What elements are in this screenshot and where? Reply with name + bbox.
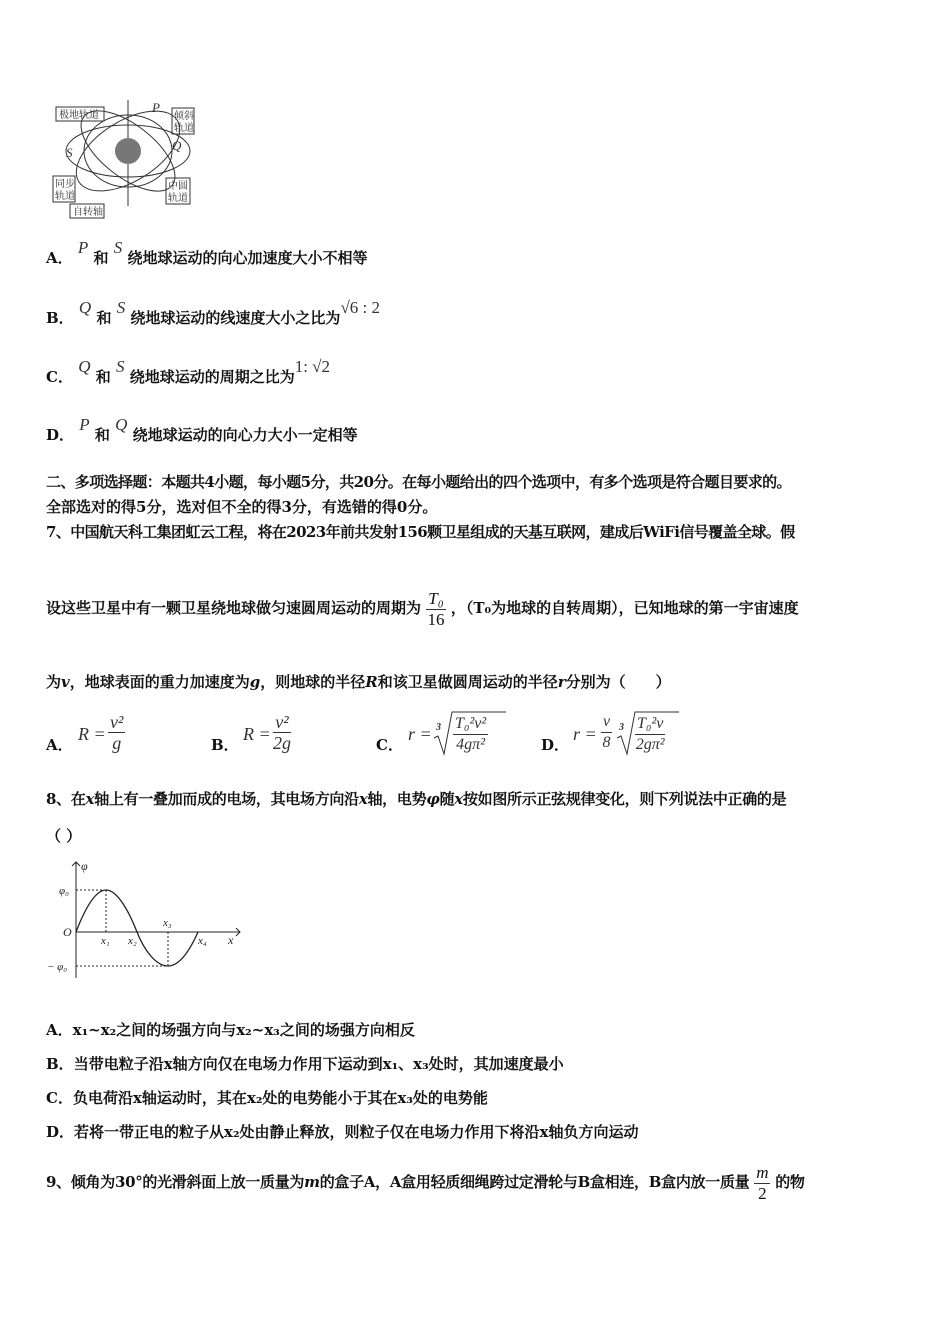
orbit-label-p: P — [152, 100, 160, 115]
graph-phi0: φ₀ — [59, 885, 69, 897]
q7-line3: 为v，地球表面的重力加速度为g，则地球的半径R和该卫星做圆周运动的半径r分别为（ ） — [46, 673, 671, 691]
q7-line1: 7、中国航天科工集团虹云工程，将在2023年前共发射156颗卫星组成的天基互联网，建成后WiFi信号覆盖全球。假 — [46, 523, 795, 541]
orbit-label-s: S — [66, 145, 73, 160]
graph-x3: x₃ — [163, 917, 172, 929]
q8-line1: 8、在x轴上有一叠加而成的电场，其电场方向沿x轴，电势φ随x按如图所示正弦规律变化，则下列说法中正确的是 — [46, 790, 787, 808]
svg-text:3: 3 — [619, 722, 624, 733]
q9-mass-numerator: m — [756, 1162, 769, 1182]
q6-option-b: B． Q 和 S 绕地球运动的线速度大小之比为√6 : 2 — [46, 298, 380, 327]
graph-x1: x₁ — [101, 935, 110, 947]
q6-option-d: D． P 和 Q 绕地球运动的向心力大小一定相等 — [46, 415, 358, 444]
q8-option-b: B．当带电粒子沿x轴方向仅在电场力作用下运动到x₁、x₃处时，其加速度最小 — [46, 1055, 564, 1073]
graph-x4: x₄ — [198, 935, 207, 947]
section2-line2: 全部选对的得5分，选对但不全的得3分，有选错的得0分。 — [46, 498, 438, 516]
orbit-label-sync: 同步 — [55, 179, 75, 190]
graph-x-axis: x — [228, 933, 234, 947]
orbit-label-sync-2: 轨道 — [55, 191, 75, 202]
graph-origin: O — [63, 925, 72, 939]
q7-option-a: A． R = $\frac{\text{v²}}{g}$ — [46, 712, 124, 754]
orbit-label-incline-2: 轨道 — [174, 123, 194, 134]
q7-option-d: D． r = $\frac{v}{8}$ 3 $\frac{\text{T₀²v}}{\text{2gπ²}}$ — [541, 712, 569, 733]
q8-option-a: A．x₁~x₂之间的场强方向与x₂~x₃之间的场强方向相反 — [46, 1021, 415, 1039]
q7-option-c: C． r = 3 $\frac{\text{T₀²v²}}{\text{4gπ²}}$ — [376, 712, 403, 733]
orbit-label-q: Q — [172, 138, 182, 153]
q9-line1: 9、倾角为30°的光滑斜面上放一质量为m的盒子A，A盒用轻质细绳跨过定滑轮与B盒相连，B盒内放一质量 $\frac{m}{2}$ 的物 — [46, 1162, 805, 1203]
graph-neg-phi0: − φ₀ — [47, 961, 68, 973]
potential-graph — [46, 856, 246, 986]
q7-option-b: B． R = $\frac{\text{v²}}{2g}$ — [211, 712, 291, 754]
q8-option-d: D．若将一带正电的粒子从x₂处由静止释放，则粒子仅在电场力作用下将沿x轴负方向运动 — [46, 1123, 639, 1141]
orbit-label-medium: 中圆 — [168, 181, 188, 192]
orbit-label-geo: 极地轨道 — [59, 110, 99, 121]
orbit-label-axis: 自转轴 — [73, 207, 103, 218]
q6-option-c: C． Q 和 S 绕地球运动的周期之比为1: √2 — [46, 357, 331, 386]
graph-x2: x₂ — [128, 935, 137, 947]
section2-line1: 二、多项选择题：本题共4小题，每小题5分，共20分。在每小题给出的四个选项中，有多个选项是符合题目要求的。 — [46, 473, 791, 491]
q9-mass-denominator: 2 — [758, 1183, 767, 1203]
q6-option-a: A． P 和 S 绕地球运动的向心加速度大小不相等 — [46, 238, 368, 267]
q7-period-denominator: 16 — [427, 609, 445, 629]
orbit-figure — [50, 98, 210, 222]
graph-phi-label: φ — [81, 859, 88, 873]
orbit-label-medium-2: 轨道 — [168, 193, 188, 204]
orbit-label-incline: 倾斜 — [174, 111, 194, 122]
q7-period-numerator: T₀ — [428, 588, 444, 608]
svg-text:3: 3 — [436, 722, 441, 733]
q8-line2: （ ） — [46, 827, 82, 845]
q7-line2: 设这些卫星中有一颗卫星绕地球做匀速圆周运动的周期为 $\frac{\text{T₀}}{16}$ ，（T₀为地球的自转周期），已知地球的第一宇宙速度 — [46, 588, 799, 629]
q8-option-c: C．负电荷沿x轴运动时，其在x₂处的电势能小于其在x₃处的电势能 — [46, 1089, 488, 1107]
